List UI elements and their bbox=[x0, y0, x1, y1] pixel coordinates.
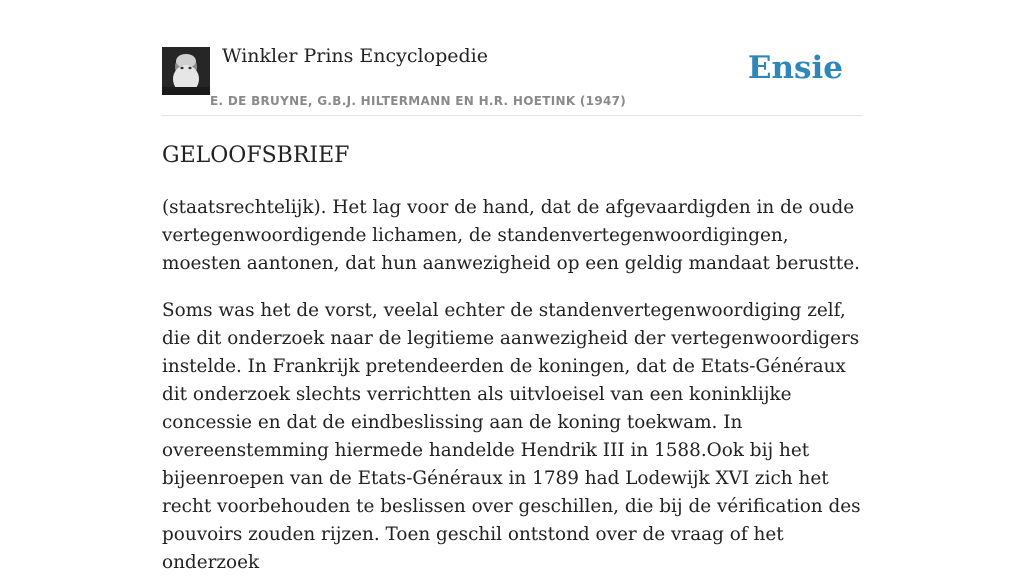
article-paragraph-2: Soms was het de vorst, veelal echter de standenvertegenwoordiging zelf, die dit onderzoek naar de legitieme aanwezigheid der vertegenwoordigers instelde. In Frankrijk pretendeerden de koningen, dat de Etats-Généraux dit onderzoek slechts verrichtten als uitvloeisel van een koninklijke concessie en dat de eindbeslissing aan de koning toekwam. In overeenstemming hiermede handelde Hendrik III in 1588.Ook bij het bijeenroepen van de Etats-Généraux in 1789 had Lodewijk XVI zich het recht voorbehouden te beslissen over geschillen, die bij de vérification des pouvoirs zouden rijzen. Toen geschil ontstond over de vraag of het onderzoek bbox=[162, 300, 861, 573]
brand-logo-link[interactable]: Ensie bbox=[747, 50, 843, 86]
authors-credit: E. DE BRUYNE, G.B.J. HILTERMANN EN H.R. HOETINK (1947) bbox=[210, 94, 627, 108]
author-portrait bbox=[162, 47, 210, 95]
article-title: GELOOFSBRIEF bbox=[162, 143, 350, 168]
content-column bbox=[162, 0, 862, 577]
article-paragraph-1: (staatsrechtelijk). Het lag voor de hand, dat de afgevaardigden in de oude vertegenwoordigende lichamen, de standenvertegenwoordigingen, moesten aantonen, dat hun aanwezigheid op een geldig mandaat berustte. bbox=[162, 197, 861, 274]
encyclopedia-title: Winkler Prins Encyclopedie bbox=[222, 45, 488, 67]
header bbox=[162, 0, 862, 116]
